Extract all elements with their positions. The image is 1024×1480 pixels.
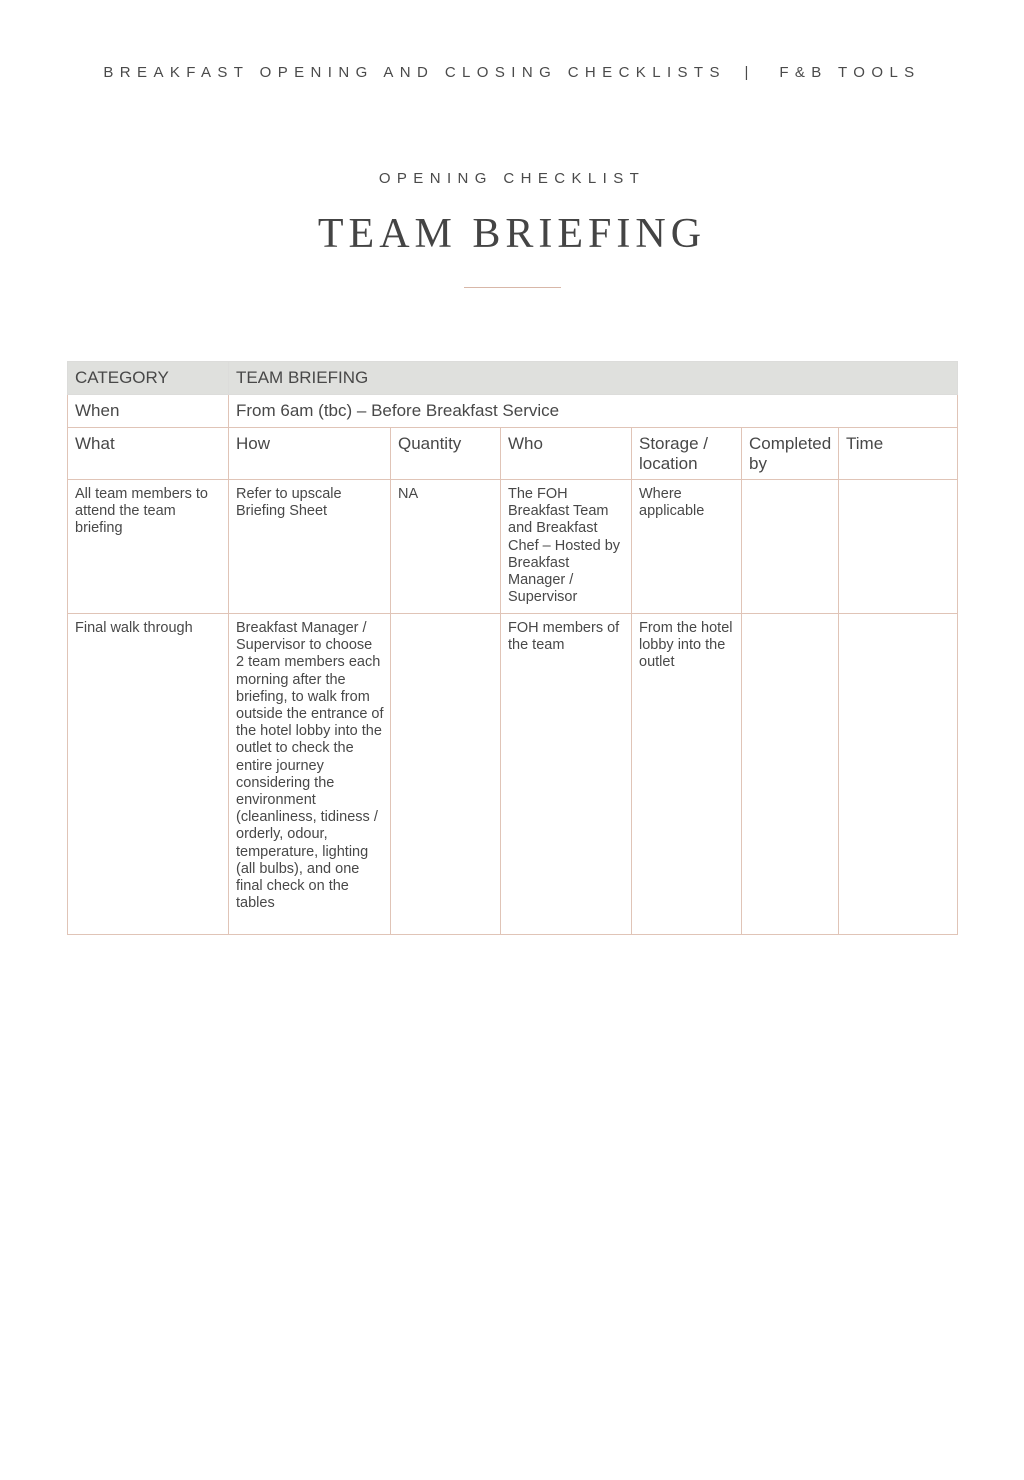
column-header-completed-by: Completed by xyxy=(742,428,839,480)
checklist-table xyxy=(67,361,958,935)
cell-storage: From the hotel lobby into the outlet xyxy=(632,614,742,935)
page-title: TEAM BRIEFING xyxy=(317,211,707,257)
title-divider xyxy=(464,287,561,288)
column-header-storage: Storage / location xyxy=(632,428,742,480)
column-header-row xyxy=(68,428,958,480)
cell-completed-by xyxy=(742,480,839,614)
cell-time xyxy=(839,614,958,935)
cell-how: Refer to upscale Briefing Sheet xyxy=(229,480,391,614)
header-separator: | xyxy=(744,64,755,81)
column-header-what: What xyxy=(68,428,229,480)
table-row xyxy=(68,480,958,614)
cell-time xyxy=(839,480,958,614)
cell-how: Breakfast Manager / Supervisor to choose 2 team members each morning after the briefing, to walk from outside the entrance of the hotel lobby into the outlet to check the entire journey considering the environment (cleanliness, tidiness / orderly, odour, temperature, lighting (all bulbs), and one final check on the tables xyxy=(229,614,391,935)
header-brand: F&B TOOLS xyxy=(779,64,921,81)
table-row xyxy=(68,614,958,935)
column-header-time: Time xyxy=(839,428,958,480)
cell-what: All team members to attend the team briefing xyxy=(68,480,229,614)
when-value: From 6am (tbc) – Before Breakfast Service xyxy=(229,395,958,428)
when-label: When xyxy=(68,395,229,428)
cell-storage: Where applicable xyxy=(632,480,742,614)
when-row xyxy=(68,395,958,428)
cell-what: Final walk through xyxy=(68,614,229,935)
cell-who: FOH members of the team xyxy=(501,614,632,935)
column-header-who: Who xyxy=(501,428,632,480)
document-header xyxy=(0,64,1024,81)
cell-completed-by xyxy=(742,614,839,935)
category-value: TEAM BRIEFING xyxy=(229,362,958,395)
column-header-how: How xyxy=(229,428,391,480)
category-label: CATEGORY xyxy=(68,362,229,395)
section-subtitle: OPENING CHECKLIST xyxy=(378,170,646,187)
cell-quantity: NA xyxy=(391,480,501,614)
header-doc-title: BREAKFAST OPENING AND CLOSING CHECKLISTS xyxy=(103,64,726,81)
column-header-quantity: Quantity xyxy=(391,428,501,480)
category-row xyxy=(68,362,958,395)
cell-quantity xyxy=(391,614,501,935)
cell-who: The FOH Breakfast Team and Breakfast Chef – Hosted by Breakfast Manager / Supervisor xyxy=(501,480,632,614)
